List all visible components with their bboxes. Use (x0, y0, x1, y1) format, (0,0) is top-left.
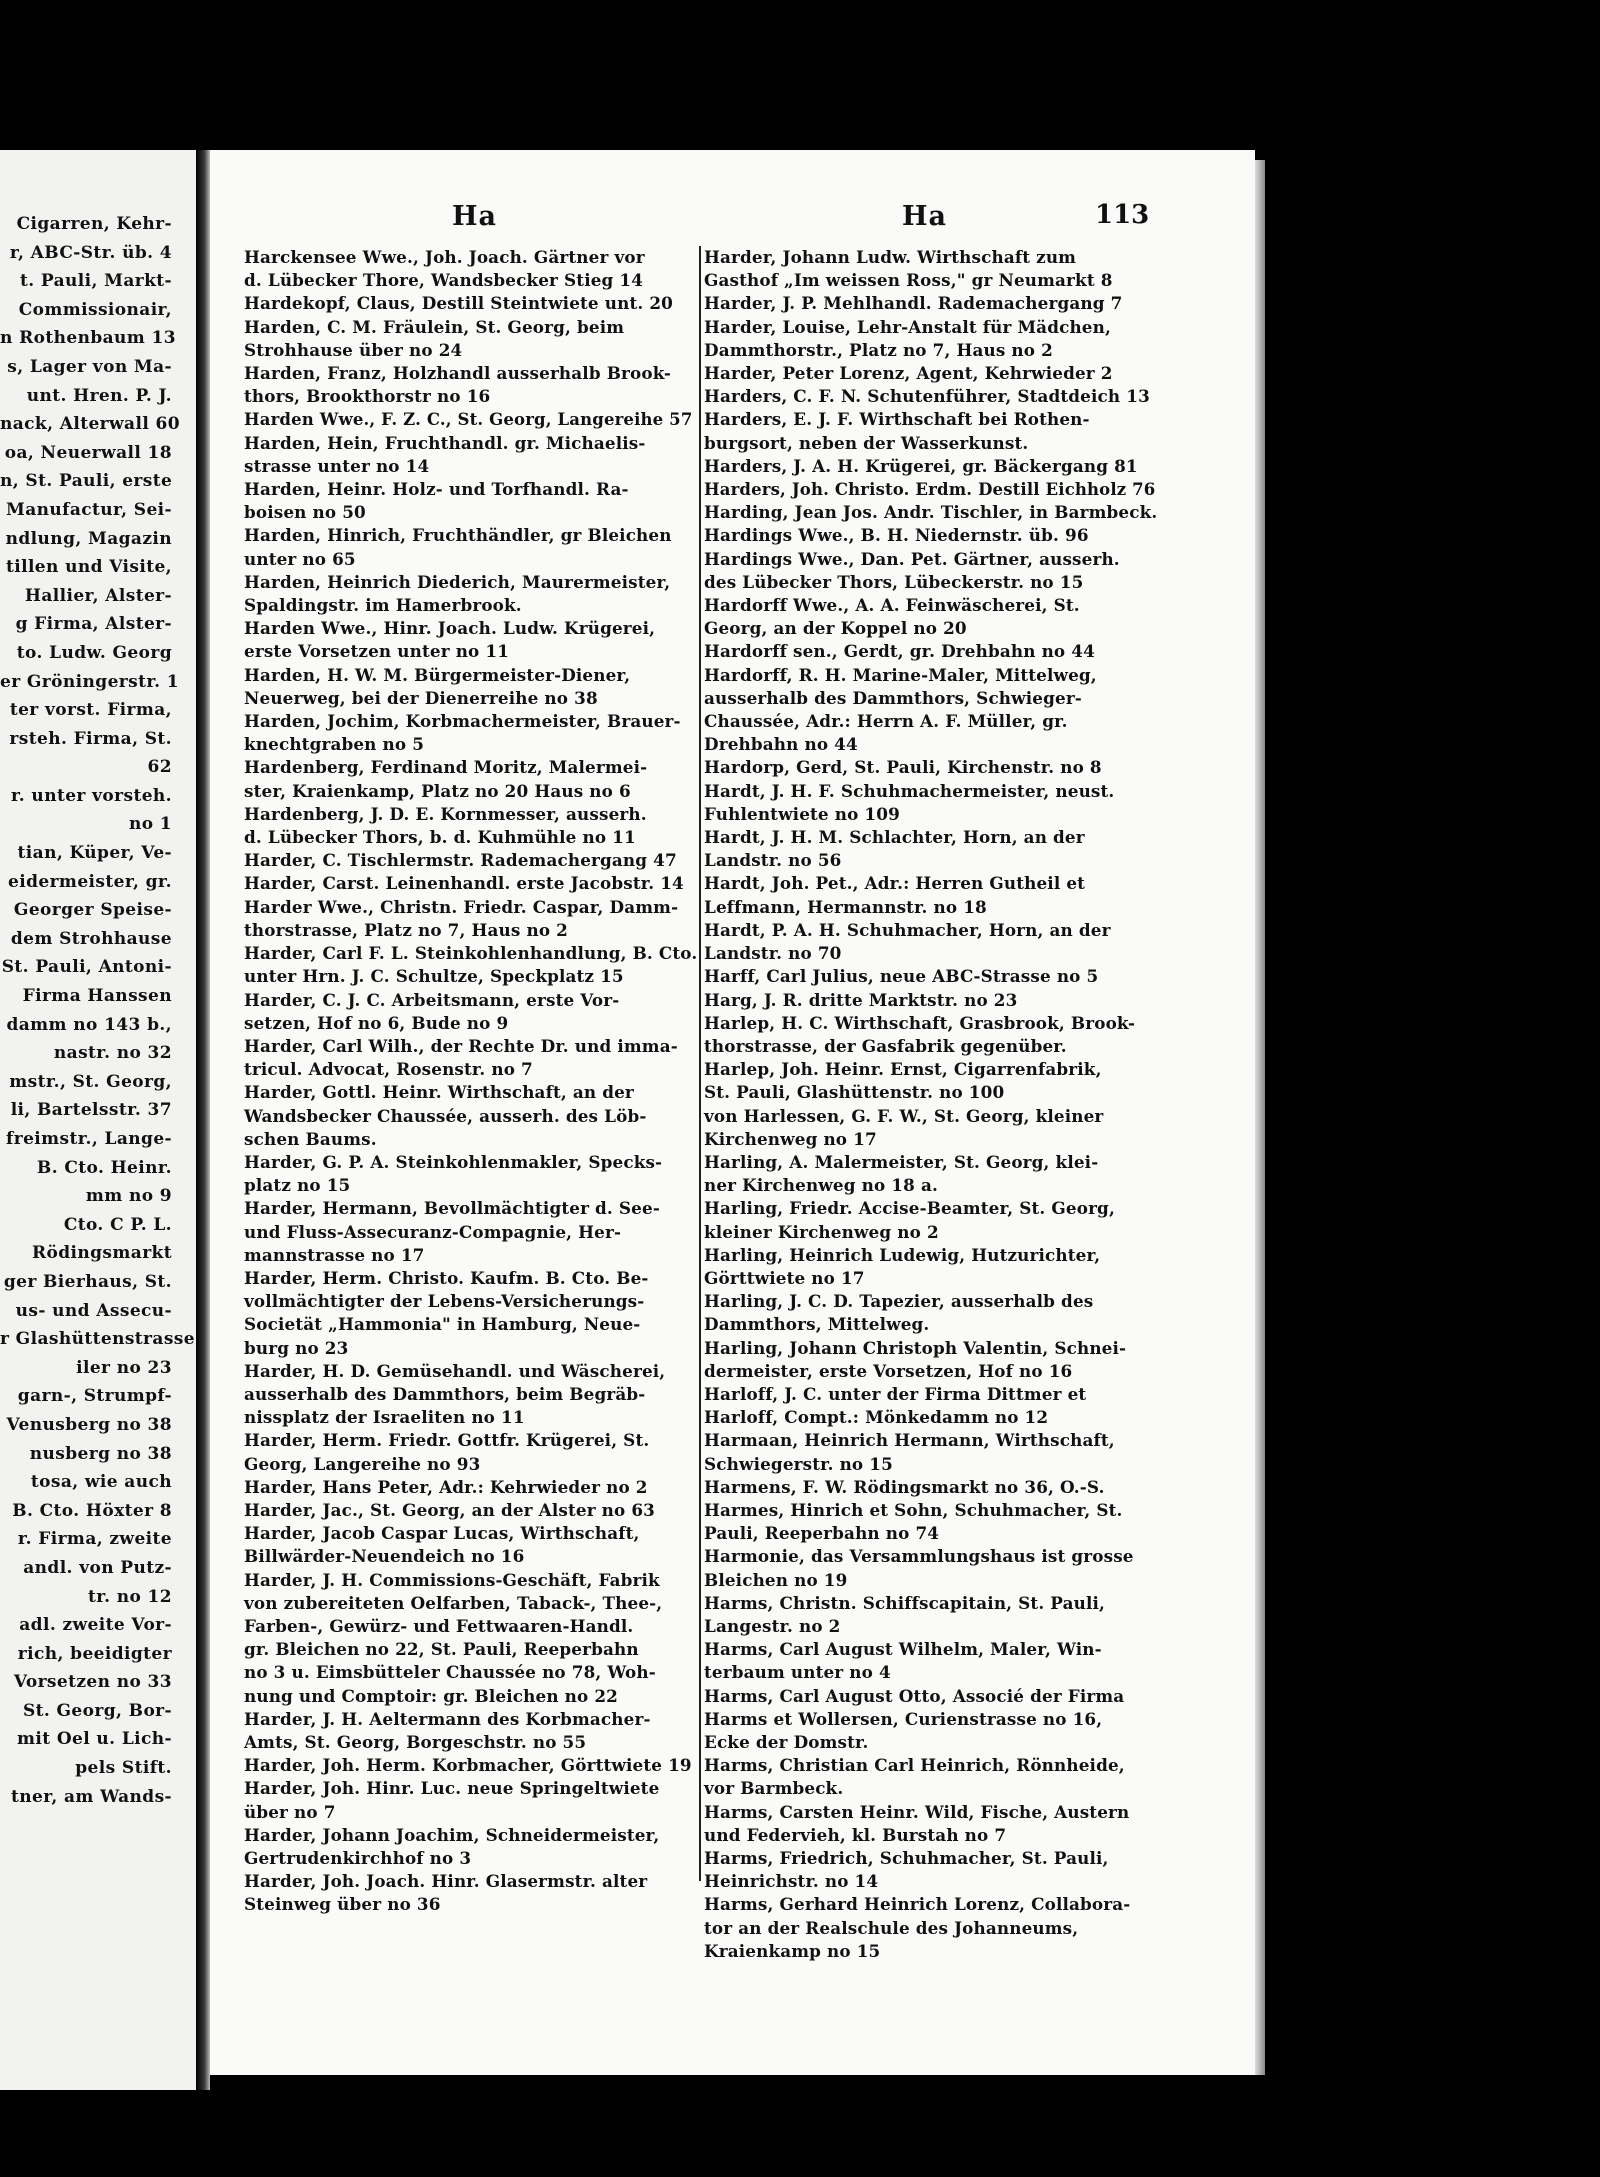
directory-line: Amts, St. Georg, Borgeschstr. no 55 (244, 1732, 587, 1752)
fragment-line: no 1 (128, 814, 172, 835)
fragment-line: B. Cto. Höxter 8 (12, 1500, 172, 1521)
directory-line: no 3 u. Eimsbütteler Chaussée no 78, Woh- (244, 1662, 656, 1683)
directory-line: Harmaan, Heinrich Hermann, Wirthschaft, (704, 1430, 1115, 1451)
directory-line: Hardenberg, Ferdinand Moritz, Malermei- (244, 757, 648, 778)
directory-line: Landstr. no 56 (704, 850, 842, 871)
directory-line: Harden, Hein, Fruchthandl. gr. Michaelis- (244, 432, 646, 453)
directory-line: ausserhalb des Dammthors, beim Begräb- (244, 1383, 646, 1404)
directory-line: Harder, Herm. Friedr. Gottfr. Krügerei, St. (244, 1430, 650, 1451)
directory-line: Harder, Carst. Leinenhandl. erste Jacobstr. 14 (244, 873, 684, 894)
directory-line: Pauli, Reeperbahn no 74 (704, 1523, 940, 1544)
directory-column-left (244, 246, 699, 1917)
directory-line: Hardorff, R. H. Marine-Maler, Mittelweg, (704, 664, 1097, 685)
directory-line: Harms, Carl August Wilhelm, Maler, Win- (704, 1639, 1102, 1660)
page-number: 113 (1095, 200, 1150, 230)
directory-line: Harlep, H. C. Wirthschaft, Grasbrook, Brook- (704, 1012, 1136, 1033)
directory-line: Harden Wwe., F. Z. C., St. Georg, Langereihe 57 (244, 410, 693, 430)
fragment-line: damm no 143 b., (6, 1014, 172, 1035)
directory-line: Neuerweg, bei der Dienerreihe no 38 (244, 687, 598, 708)
fragment-line: r. Firma, zweite (17, 1529, 172, 1550)
directory-line: Harms, Friedrich, Schuhmacher, St. Pauli, (704, 1848, 1109, 1869)
running-head-left: Ha (452, 201, 498, 232)
directory-line: Hardt, Joh. Pet., Adr.: Herren Gutheil et (704, 873, 1086, 894)
directory-line: Langestr. no 2 (704, 1615, 841, 1636)
directory-line: boisen no 50 (244, 502, 366, 523)
fragment-line: Venusberg no 38 (6, 1414, 172, 1435)
fragment-line: nusberg no 38 (29, 1443, 172, 1464)
fragment-line: St. Georg, Bor- (22, 1700, 172, 1721)
directory-line: Georg, Langereihe no 93 (244, 1453, 481, 1474)
fragment-line: r. unter vorsteh. (11, 785, 172, 806)
directory-line: Harder, C. Tischlermstr. Rademachergang 47 (244, 850, 677, 871)
fragment-line: ter vorst. Firma, (9, 700, 172, 721)
directory-line: thorstrasse, der Gasfabrik gegenüber. (704, 1035, 1067, 1056)
directory-line: Harms, Carl August Otto, Associé der Firma (704, 1685, 1125, 1706)
directory-line: Gertrudenkirchhof no 3 (244, 1848, 472, 1869)
fragment-line: n, St. Pauli, erste (0, 471, 173, 492)
directory-line: Chaussée, Adr.: Herrn A. F. Müller, gr. (704, 711, 1068, 732)
directory-line: Harder, Johann Joachim, Schneidermeister, (244, 1824, 660, 1845)
directory-line: Harden, C. M. Fräulein, St. Georg, beim (244, 316, 625, 337)
directory-line: Harms, Gerhard Heinrich Lorenz, Collabora- (704, 1894, 1131, 1915)
page-edge (1255, 160, 1265, 2075)
fragment-line: 62 (147, 757, 172, 778)
directory-line: Harder, Hermann, Bevollmächtigter d. See- (244, 1198, 660, 1219)
directory-line: kleiner Kirchenweg no 2 (704, 1221, 939, 1242)
directory-line: Harder, Peter Lorenz, Agent, Kehrwieder 2 (704, 363, 1113, 384)
directory-line: erste Vorsetzen unter no 11 (244, 641, 510, 662)
directory-line: Harling, Friedr. Accise-Beamter, St. Georg, (704, 1198, 1115, 1219)
directory-line: Harms, Carsten Heinr. Wild, Fische, Austern (704, 1801, 1130, 1822)
directory-line: über no 7 (244, 1801, 336, 1822)
directory-line: Harder Wwe., Christn. Friedr. Caspar, Damm- (244, 896, 679, 917)
right-page (210, 150, 1255, 2075)
directory-line: terbaum unter no 4 (704, 1662, 891, 1683)
fragment-line: us- und Assecu- (15, 1300, 172, 1321)
fragment-line: tr. no 12 (88, 1586, 172, 1607)
directory-line: Harmens, F. W. Rödingsmarkt no 36, O.-S. (704, 1476, 1105, 1497)
directory-line: Leffmann, Hermannstr. no 18 (704, 896, 987, 917)
directory-line: schen Baums. (244, 1128, 377, 1149)
directory-column-right (704, 246, 1162, 1963)
directory-line: Strohhause über no 24 (244, 339, 463, 360)
fragment-line: mm no 9 (85, 1186, 172, 1207)
fragment-line: rsteh. Firma, St. (9, 728, 172, 749)
directory-line: tor an der Realschule des Johanneums, (704, 1917, 1079, 1938)
fragment-line: dem Strohhause (10, 928, 172, 949)
fragment-line: nastr. no 32 (53, 1043, 172, 1064)
directory-line: Harling, Heinrich Ludewig, Hutzurichter, (704, 1244, 1101, 1265)
fragment-line: St. Pauli, Antoni- (1, 957, 172, 978)
directory-line: burg no 23 (244, 1337, 349, 1358)
fragment-line: Georger Speise- (13, 900, 172, 921)
directory-line: Dammthors, Mittelweg. (704, 1314, 930, 1335)
directory-line: ster, Kraienkamp, Platz no 20 Haus no 6 (244, 780, 631, 801)
fragment-line: Firma Hanssen (22, 986, 172, 1007)
directory-line: Harms et Wollersen, Curienstrasse no 16, (704, 1708, 1103, 1729)
directory-line: Harder, Gottl. Heinr. Wirthschaft, an der (244, 1082, 634, 1103)
fragment-line: li, Bartelsstr. 37 (10, 1100, 172, 1121)
directory-line: Heinrichstr. no 14 (704, 1871, 879, 1892)
directory-line: Harder, Hans Peter, Adr.: Kehrwieder no 2 (244, 1476, 648, 1497)
directory-line: Harden, Jochim, Korbmachermeister, Brauer- (244, 711, 681, 732)
directory-line: Harder, H. D. Gemüsehandl. und Wäscherei, (244, 1360, 666, 1381)
fragment-line: Manufactur, Sei- (5, 499, 172, 520)
fragment-line: nack, Alterwall 60 (0, 414, 180, 435)
directory-line: Hardings Wwe., Dan. Pet. Gärtner, ausserh. (704, 548, 1120, 569)
directory-line: Harder, Carl Wilh., der Rechte Dr. und imma- (244, 1035, 678, 1056)
directory-line: Harff, Carl Julius, neue ABC-Strasse no 5 (704, 966, 1099, 987)
fragment-line: r Glashüttenstrasse (0, 1329, 195, 1350)
directory-line: Harder, J. P. Mehlhandl. Rademachergang 7 (704, 293, 1123, 314)
directory-line: und Federvieh, kl. Burstah no 7 (704, 1824, 1007, 1845)
directory-line: knechtgraben no 5 (244, 734, 425, 755)
directory-line: Landstr. no 70 (704, 943, 842, 964)
directory-line: Harder, J. H. Commissions-Geschäft, Fabrik (244, 1569, 660, 1590)
directory-line: Harg, J. R. dritte Marktstr. no 23 (704, 989, 1018, 1010)
directory-line: Harder, Jacob Caspar Lucas, Wirthschaft, (244, 1523, 640, 1544)
fragment-line: tillen und Visite, (5, 557, 172, 578)
fragment-line: Vorsetzen no 33 (13, 1672, 172, 1693)
directory-line: Harckensee Wwe., Joh. Joach. Gärtner vor (244, 247, 645, 267)
directory-line: d. Lübecker Thore, Wandsbecker Stieg 14 (244, 270, 644, 291)
directory-line: Harder, Joh. Hinr. Luc. neue Springeltwiete (244, 1778, 660, 1799)
directory-line: Ecke der Domstr. (704, 1732, 869, 1752)
directory-line: Steinweg über no 36 (244, 1894, 441, 1915)
fragment-line: er Gröningerstr. 1 (0, 671, 180, 692)
directory-line: Harling, A. Malermeister, St. Georg, klei- (704, 1151, 1099, 1172)
directory-line: Harder, Jac., St. Georg, an der Alster no 63 (244, 1499, 656, 1520)
directory-line: unter Hrn. J. C. Schultze, Speckplatz 15 (244, 966, 624, 987)
directory-line: Harder, Joh. Joach. Hinr. Glasermstr. alter (244, 1871, 648, 1892)
directory-line: Harden Wwe., Hinr. Joach. Ludw. Krügerei, (244, 618, 656, 639)
directory-line: St. Pauli, Glashüttenstr. no 100 (704, 1082, 1005, 1103)
fragment-line: Commissionair, (18, 299, 172, 320)
directory-line: Hardings Wwe., B. H. Niedernstr. üb. 96 (704, 525, 1089, 546)
directory-line: Hardorff sen., Gerdt, gr. Drehbahn no 44 (704, 641, 1095, 662)
directory-line: Billwärder-Neuendeich no 16 (244, 1546, 525, 1567)
directory-line: Kirchenweg no 17 (704, 1128, 877, 1149)
directory-line: Harder, Joh. Herm. Korbmacher, Görttwiete 19 (244, 1755, 692, 1776)
directory-line: nissplatz der Israeliten no 11 (244, 1407, 525, 1428)
fragment-line: B. Cto. Heinr. (36, 1157, 172, 1178)
running-head-right: Ha (902, 201, 948, 232)
directory-line: Dammthorstr., Platz no 7, Haus no 2 (704, 339, 1053, 360)
fragment-line: andl. von Putz- (23, 1557, 172, 1578)
directory-line: d. Lübecker Thors, b. d. Kuhmühle no 11 (244, 827, 636, 848)
directory-line: Harding, Jean Jos. Andr. Tischler, in Barmbeck. (704, 502, 1158, 523)
directory-line: Harder, Louise, Lehr-Anstalt für Mädchen, (704, 316, 1111, 337)
directory-line: Harders, J. A. H. Krügerei, gr. Bäckergang 81 (704, 455, 1138, 476)
book-gutter (196, 150, 210, 2090)
fragment-line: ger Bierhaus, St. (3, 1271, 172, 1292)
column-rule (699, 246, 701, 1881)
directory-line: Gasthof „Im weissen Ross," gr Neumarkt 8 (704, 270, 1113, 291)
directory-line: ner Kirchenweg no 18 a. (704, 1175, 938, 1196)
directory-line: ausserhalb des Dammthors, Schwieger- (704, 687, 1082, 708)
fragment-line: to. Ludw. Georg (16, 642, 172, 663)
directory-line: Fuhlentwiete no 109 (704, 803, 900, 824)
directory-line: platz no 15 (244, 1175, 351, 1196)
directory-line: Harmes, Hinrich et Sohn, Schuhmacher, St. (704, 1499, 1123, 1520)
directory-line: Bleichen no 19 (704, 1569, 848, 1590)
directory-line: Kraienkamp no 15 (704, 1940, 881, 1961)
directory-line: Harden, Hinrich, Fruchthändler, gr Bleichen (244, 525, 672, 546)
fragment-line: mstr., St. Georg, (9, 1071, 172, 1092)
left-page-fragments (0, 210, 196, 1811)
fragment-line: pels Stift. (75, 1758, 172, 1779)
fragment-line: tian, Küper, Ve- (17, 843, 172, 864)
directory-line: Hardenberg, J. D. E. Kornmesser, ausserh. (244, 803, 647, 824)
directory-line: nung und Comptoir: gr. Bleichen no 22 (244, 1685, 618, 1706)
fragment-line: iler no 23 (76, 1357, 172, 1378)
directory-line: vollmächtigter der Lebens-Versicherungs- (244, 1291, 645, 1312)
directory-line: Harlep, Joh. Heinr. Ernst, Cigarrenfabrik, (704, 1059, 1102, 1080)
fragment-line: t. Pauli, Markt- (19, 271, 172, 292)
directory-line: Harden, Franz, Holzhandl ausserhalb Brook- (244, 363, 671, 384)
directory-line: von zubereiteten Oelfarben, Taback-, Thee-, (244, 1592, 663, 1613)
directory-line: Hardt, J. H. F. Schuhmachermeister, neust. (704, 780, 1115, 801)
directory-line: Farben-, Gewürz- und Fettwaaren-Handl. (244, 1615, 634, 1636)
fragment-line: g Firma, Alster- (15, 614, 172, 635)
fragment-line: rich, beeidigter (17, 1643, 172, 1664)
directory-line: Societät „Hammonia" in Hamburg, Neue- (244, 1314, 641, 1335)
directory-line: Harling, J. C. D. Tapezier, ausserhalb des (704, 1291, 1094, 1312)
directory-line: Harder, Herm. Christo. Kaufm. B. Cto. Be- (244, 1267, 649, 1288)
fragment-line: Hallier, Alster- (24, 585, 172, 606)
fragment-line: tosa, wie auch (30, 1472, 172, 1493)
fragment-line: garn-, Strumpf- (17, 1386, 172, 1407)
directory-line: Hardorp, Gerd, St. Pauli, Kirchenstr. no 8 (704, 757, 1102, 778)
fragment-line: tner, am Wands- (10, 1786, 172, 1807)
directory-line: Harders, E. J. F. Wirthschaft bei Rothen- (704, 409, 1090, 430)
directory-line: mannstrasse no 17 (244, 1244, 425, 1265)
directory-line: Harder, J. H. Aeltermann des Korbmacher- (244, 1708, 651, 1729)
fragment-line: oa, Neuerwall 18 (4, 442, 172, 463)
directory-line: Georg, an der Koppel no 20 (704, 618, 967, 639)
directory-line: Harms, Christian Carl Heinrich, Rönnheide, (704, 1755, 1125, 1776)
directory-line: thorstrasse, Platz no 7, Haus no 2 (244, 919, 568, 940)
directory-line: thors, Brookthorstr no 16 (244, 386, 491, 407)
fragment-line: adl. zweite Vor- (19, 1615, 172, 1636)
directory-line: des Lübecker Thors, Lübeckerstr. no 15 (704, 571, 1084, 592)
directory-line: Hardekopf, Claus, Destill Steintwiete unt. 20 (244, 293, 673, 314)
directory-line: Wandsbecker Chaussée, ausserh. des Löb- (244, 1105, 647, 1126)
directory-line: Harder, C. J. C. Arbeitsmann, erste Vor- (244, 989, 620, 1010)
directory-line: Harden, H. W. M. Bürgermeister-Diener, (244, 664, 631, 685)
directory-line: Harder, Carl F. L. Steinkohlenhandlung, B. Cto. (244, 943, 698, 964)
directory-line: vor Barmbeck. (704, 1778, 844, 1799)
fragment-line: Cigarren, Kehr- (16, 214, 172, 234)
directory-line: Drehbahn no 44 (704, 734, 858, 755)
directory-line: Harder, G. P. A. Steinkohlenmakler, Specks- (244, 1151, 663, 1172)
fragment-line: Cto. C P. L. (63, 1214, 172, 1235)
directory-line: Hardorff Wwe., A. A. Feinwäscherei, St. (704, 595, 1080, 616)
directory-line: Hardt, P. A. H. Schuhmacher, Horn, an der (704, 919, 1111, 940)
left-page (0, 150, 196, 2090)
fragment-line: freimstr., Lange- (6, 1129, 172, 1149)
directory-line: Harders, C. F. N. Schutenführer, Stadtdeich 13 (704, 386, 1150, 407)
fragment-line: s, Lager von Ma- (7, 356, 172, 377)
directory-line: Harloff, Compt.: Mönkedamm no 12 (704, 1407, 1049, 1428)
directory-line: Harmonie, das Versammlungshaus ist grosse (704, 1546, 1134, 1567)
directory-line: burgsort, neben der Wasserkunst. (704, 432, 1029, 453)
directory-line: gr. Bleichen no 22, St. Pauli, Reeperbahn (244, 1639, 639, 1660)
fragment-line: n Rothenbaum 13 (0, 328, 176, 349)
directory-line: und Fluss-Assecuranz-Compagnie, Her- (244, 1221, 622, 1242)
directory-line: strasse unter no 14 (244, 455, 430, 476)
fragment-line: eidermeister, gr. (8, 871, 172, 892)
fragment-line: r, ABC-Str. üb. 4 (9, 242, 172, 263)
directory-line: Harder, Johann Ludw. Wirthschaft zum (704, 247, 1077, 267)
fragment-line: mit Oel u. Lich- (17, 1729, 172, 1750)
directory-line: Görttwiete no 17 (704, 1267, 865, 1288)
fragment-line: Rödingsmarkt (31, 1243, 172, 1264)
directory-line: von Harlessen, G. F. W., St. Georg, kleiner (704, 1105, 1104, 1126)
directory-line: tricul. Advocat, Rosenstr. no 7 (244, 1059, 533, 1080)
directory-line: Harling, Johann Christoph Valentin, Schnei- (704, 1337, 1127, 1358)
directory-line: setzen, Hof no 6, Bude no 9 (244, 1012, 509, 1033)
directory-line: Harms, Christn. Schiffscapitain, St. Pauli, (704, 1592, 1106, 1613)
directory-line: dermeister, erste Vorsetzen, Hof no 16 (704, 1360, 1073, 1381)
directory-line: Hardt, J. H. M. Schlachter, Horn, an der (704, 827, 1085, 848)
directory-line: Spaldingstr. im Hamerbrook. (244, 595, 522, 616)
directory-line: Harden, Heinr. Holz- und Torfhandl. Ra- (244, 479, 629, 500)
directory-line: Harloff, J. C. unter der Firma Dittmer et (704, 1383, 1087, 1404)
fragment-line: unt. Hren. P. J. (26, 385, 172, 406)
directory-line: Schwiegerstr. no 15 (704, 1453, 893, 1474)
directory-line: unter no 65 (244, 548, 356, 569)
directory-line: Harden, Heinrich Diederich, Maurermeister, (244, 571, 671, 592)
fragment-line: ndlung, Magazin (5, 528, 172, 549)
directory-line: Harders, Joh. Christo. Erdm. Destill Eichholz 76 (704, 480, 1156, 500)
